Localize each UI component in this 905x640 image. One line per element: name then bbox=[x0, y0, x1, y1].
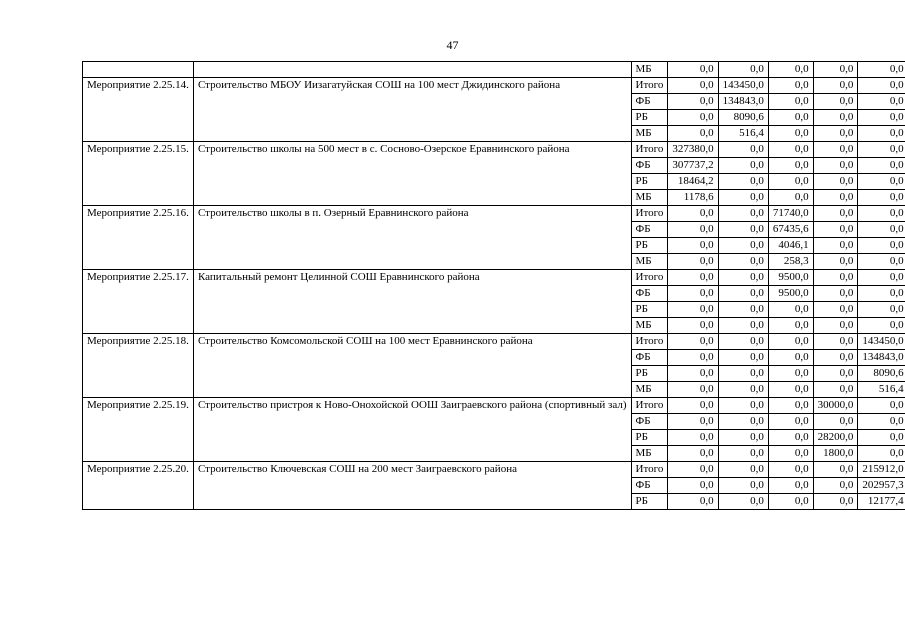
table-row bbox=[83, 334, 905, 350]
amount-cell: 0,0 bbox=[718, 446, 768, 462]
amount-cell: 0,0 bbox=[668, 414, 718, 430]
amount-cell: 0,0 bbox=[813, 62, 858, 78]
amount-cell: 0,0 bbox=[718, 254, 768, 270]
funding-source: Итого bbox=[631, 462, 668, 478]
amount-cell: 0,0 bbox=[813, 318, 858, 334]
funding-source: МБ bbox=[631, 254, 668, 270]
amount-cell: 0,0 bbox=[858, 126, 905, 142]
amount-cell: 0,0 bbox=[718, 318, 768, 334]
amount-cell: 0,0 bbox=[668, 238, 718, 254]
amount-cell: 4046,1 bbox=[768, 238, 813, 254]
amount-cell: 134843,0 bbox=[858, 350, 905, 366]
amount-cell: 30000,0 bbox=[813, 398, 858, 414]
amount-cell: 0,0 bbox=[718, 366, 768, 382]
amount-cell: 0,0 bbox=[718, 62, 768, 78]
amount-cell: 0,0 bbox=[668, 494, 718, 510]
amount-cell: 0,0 bbox=[858, 238, 905, 254]
amount-cell: 0,0 bbox=[813, 494, 858, 510]
amount-cell: 0,0 bbox=[718, 382, 768, 398]
event-description: Строительство Ключевская СОШ на 200 мест Заиграевского района bbox=[193, 462, 631, 510]
amount-cell: 0,0 bbox=[858, 94, 905, 110]
budget-table bbox=[82, 61, 905, 510]
amount-cell: 0,0 bbox=[768, 414, 813, 430]
amount-cell: 0,0 bbox=[858, 398, 905, 414]
amount-cell: 0,0 bbox=[768, 78, 813, 94]
funding-source: Итого bbox=[631, 78, 668, 94]
amount-cell: 0,0 bbox=[718, 174, 768, 190]
event-label: Мероприятие 2.25.18. bbox=[83, 334, 194, 398]
amount-cell: 12177,4 bbox=[858, 494, 905, 510]
amount-cell: 0,0 bbox=[858, 270, 905, 286]
funding-source: МБ bbox=[631, 62, 668, 78]
amount-cell: 0,0 bbox=[668, 126, 718, 142]
amount-cell: 0,0 bbox=[718, 190, 768, 206]
amount-cell: 0,0 bbox=[668, 350, 718, 366]
amount-cell: 0,0 bbox=[858, 302, 905, 318]
amount-cell: 0,0 bbox=[718, 430, 768, 446]
amount-cell: 0,0 bbox=[718, 302, 768, 318]
funding-source: ФБ bbox=[631, 414, 668, 430]
funding-source: МБ bbox=[631, 190, 668, 206]
funding-source: ФБ bbox=[631, 350, 668, 366]
amount-cell: 0,0 bbox=[668, 430, 718, 446]
amount-cell: 0,0 bbox=[768, 430, 813, 446]
funding-source: ФБ bbox=[631, 286, 668, 302]
amount-cell: 0,0 bbox=[813, 414, 858, 430]
amount-cell: 0,0 bbox=[858, 158, 905, 174]
amount-cell: 0,0 bbox=[668, 366, 718, 382]
amount-cell: 0,0 bbox=[813, 334, 858, 350]
amount-cell: 0,0 bbox=[813, 110, 858, 126]
amount-cell: 0,0 bbox=[718, 350, 768, 366]
funding-source: ФБ bbox=[631, 94, 668, 110]
amount-cell: 0,0 bbox=[813, 158, 858, 174]
amount-cell: 0,0 bbox=[813, 382, 858, 398]
amount-cell: 143450,0 bbox=[858, 334, 905, 350]
amount-cell: 0,0 bbox=[718, 158, 768, 174]
funding-source: РБ bbox=[631, 174, 668, 190]
amount-cell: 0,0 bbox=[858, 318, 905, 334]
amount-cell: 1800,0 bbox=[813, 446, 858, 462]
table-body bbox=[83, 62, 905, 510]
amount-cell: 0,0 bbox=[718, 286, 768, 302]
event-label: Мероприятие 2.25.20. bbox=[83, 462, 194, 510]
amount-cell: 0,0 bbox=[813, 174, 858, 190]
amount-cell: 0,0 bbox=[768, 462, 813, 478]
event-description: Строительство Комсомольской СОШ на 100 мест Еравнинского района bbox=[193, 334, 631, 398]
funding-source: ФБ bbox=[631, 222, 668, 238]
amount-cell: 0,0 bbox=[813, 238, 858, 254]
amount-cell: 0,0 bbox=[768, 110, 813, 126]
amount-cell: 0,0 bbox=[668, 382, 718, 398]
amount-cell: 0,0 bbox=[668, 302, 718, 318]
funding-source: Итого bbox=[631, 270, 668, 286]
amount-cell: 9500,0 bbox=[768, 286, 813, 302]
amount-cell: 143450,0 bbox=[718, 78, 768, 94]
amount-cell: 0,0 bbox=[768, 62, 813, 78]
amount-cell: 0,0 bbox=[718, 334, 768, 350]
amount-cell: 307737,2 bbox=[668, 158, 718, 174]
funding-source: МБ bbox=[631, 382, 668, 398]
amount-cell: 134843,0 bbox=[718, 94, 768, 110]
empty-cell bbox=[193, 62, 631, 78]
event-label: Мероприятие 2.25.16. bbox=[83, 206, 194, 270]
table-row bbox=[83, 78, 905, 94]
funding-source: ФБ bbox=[631, 158, 668, 174]
amount-cell: 0,0 bbox=[668, 110, 718, 126]
amount-cell: 0,0 bbox=[858, 430, 905, 446]
amount-cell: 0,0 bbox=[858, 142, 905, 158]
amount-cell: 0,0 bbox=[718, 398, 768, 414]
amount-cell: 0,0 bbox=[768, 446, 813, 462]
table-row bbox=[83, 206, 905, 222]
amount-cell: 0,0 bbox=[813, 270, 858, 286]
amount-cell: 0,0 bbox=[813, 366, 858, 382]
amount-cell: 0,0 bbox=[858, 446, 905, 462]
amount-cell: 0,0 bbox=[768, 126, 813, 142]
funding-source: МБ bbox=[631, 318, 668, 334]
amount-cell: 0,0 bbox=[813, 302, 858, 318]
amount-cell: 0,0 bbox=[768, 398, 813, 414]
amount-cell: 0,0 bbox=[813, 126, 858, 142]
amount-cell: 0,0 bbox=[858, 254, 905, 270]
amount-cell: 0,0 bbox=[813, 462, 858, 478]
event-label: Мероприятие 2.25.17. bbox=[83, 270, 194, 334]
amount-cell: 0,0 bbox=[668, 286, 718, 302]
amount-cell: 0,0 bbox=[813, 190, 858, 206]
amount-cell: 28200,0 bbox=[813, 430, 858, 446]
amount-cell: 0,0 bbox=[858, 174, 905, 190]
amount-cell: 0,0 bbox=[668, 478, 718, 494]
amount-cell: 0,0 bbox=[858, 110, 905, 126]
amount-cell: 67435,6 bbox=[768, 222, 813, 238]
table-row bbox=[83, 62, 905, 78]
amount-cell: 0,0 bbox=[858, 286, 905, 302]
table-row bbox=[83, 142, 905, 158]
amount-cell: 0,0 bbox=[668, 446, 718, 462]
amount-cell: 327380,0 bbox=[668, 142, 718, 158]
amount-cell: 0,0 bbox=[768, 158, 813, 174]
funding-source: РБ bbox=[631, 302, 668, 318]
amount-cell: 0,0 bbox=[768, 382, 813, 398]
amount-cell: 9500,0 bbox=[768, 270, 813, 286]
empty-cell bbox=[83, 62, 194, 78]
amount-cell: 0,0 bbox=[813, 222, 858, 238]
amount-cell: 215912,0 bbox=[858, 462, 905, 478]
amount-cell: 0,0 bbox=[768, 174, 813, 190]
event-label: Мероприятие 2.25.14. bbox=[83, 78, 194, 142]
amount-cell: 0,0 bbox=[718, 206, 768, 222]
amount-cell: 0,0 bbox=[718, 142, 768, 158]
amount-cell: 0,0 bbox=[813, 78, 858, 94]
funding-source: МБ bbox=[631, 126, 668, 142]
amount-cell: 0,0 bbox=[668, 222, 718, 238]
amount-cell: 0,0 bbox=[668, 78, 718, 94]
amount-cell: 202957,3 bbox=[858, 478, 905, 494]
amount-cell: 0,0 bbox=[768, 494, 813, 510]
event-description: Капитальный ремонт Целинной СОШ Еравнинского района bbox=[193, 270, 631, 334]
amount-cell: 0,0 bbox=[718, 494, 768, 510]
amount-cell: 0,0 bbox=[768, 366, 813, 382]
amount-cell: 0,0 bbox=[768, 302, 813, 318]
amount-cell: 0,0 bbox=[858, 78, 905, 94]
amount-cell: 0,0 bbox=[718, 222, 768, 238]
amount-cell: 8090,6 bbox=[858, 366, 905, 382]
amount-cell: 0,0 bbox=[718, 478, 768, 494]
amount-cell: 0,0 bbox=[668, 334, 718, 350]
amount-cell: 0,0 bbox=[668, 462, 718, 478]
amount-cell: 0,0 bbox=[768, 94, 813, 110]
amount-cell: 0,0 bbox=[668, 270, 718, 286]
funding-source: РБ bbox=[631, 366, 668, 382]
amount-cell: 0,0 bbox=[768, 318, 813, 334]
event-label: Мероприятие 2.25.19. bbox=[83, 398, 194, 462]
funding-source: РБ bbox=[631, 110, 668, 126]
amount-cell: 0,0 bbox=[813, 286, 858, 302]
event-description: Строительство МБОУ Иизагатуйская СОШ на 100 мест Джидинского района bbox=[193, 78, 631, 142]
funding-source: Итого bbox=[631, 398, 668, 414]
amount-cell: 0,0 bbox=[768, 334, 813, 350]
amount-cell: 0,0 bbox=[718, 270, 768, 286]
amount-cell: 0,0 bbox=[668, 398, 718, 414]
event-description: Строительство школы в п. Озерный Еравнинского района bbox=[193, 206, 631, 270]
table-row bbox=[83, 462, 905, 478]
amount-cell: 0,0 bbox=[813, 142, 858, 158]
funding-source: РБ bbox=[631, 494, 668, 510]
amount-cell: 0,0 bbox=[813, 478, 858, 494]
page-number: 47 bbox=[446, 38, 459, 52]
table-row bbox=[83, 398, 905, 414]
amount-cell: 0,0 bbox=[813, 94, 858, 110]
amount-cell: 516,4 bbox=[858, 382, 905, 398]
amount-cell: 0,0 bbox=[668, 318, 718, 334]
amount-cell: 1178,6 bbox=[668, 190, 718, 206]
event-description: Строительство школы на 500 мест в с. Сосново-Озерское Еравнинского района bbox=[193, 142, 631, 206]
amount-cell: 18464,2 bbox=[668, 174, 718, 190]
table-row bbox=[83, 270, 905, 286]
amount-cell: 0,0 bbox=[858, 206, 905, 222]
funding-source: Итого bbox=[631, 142, 668, 158]
amount-cell: 0,0 bbox=[813, 350, 858, 366]
amount-cell: 0,0 bbox=[668, 62, 718, 78]
amount-cell: 0,0 bbox=[718, 414, 768, 430]
event-label: Мероприятие 2.25.15. bbox=[83, 142, 194, 206]
amount-cell: 0,0 bbox=[668, 94, 718, 110]
funding-source: Итого bbox=[631, 206, 668, 222]
amount-cell: 0,0 bbox=[718, 238, 768, 254]
amount-cell: 0,0 bbox=[768, 350, 813, 366]
event-description: Строительство пристроя к Ново-Онохойской ООШ Заиграевского района (спортивный зал) bbox=[193, 398, 631, 462]
amount-cell: 516,4 bbox=[718, 126, 768, 142]
amount-cell: 0,0 bbox=[768, 190, 813, 206]
amount-cell: 0,0 bbox=[858, 190, 905, 206]
amount-cell: 0,0 bbox=[768, 478, 813, 494]
amount-cell: 0,0 bbox=[858, 414, 905, 430]
amount-cell: 0,0 bbox=[668, 206, 718, 222]
amount-cell: 0,0 bbox=[858, 222, 905, 238]
amount-cell: 0,0 bbox=[718, 462, 768, 478]
funding-source: ФБ bbox=[631, 478, 668, 494]
funding-source: МБ bbox=[631, 446, 668, 462]
funding-source: Итого bbox=[631, 334, 668, 350]
amount-cell: 8090,6 bbox=[718, 110, 768, 126]
amount-cell: 258,3 bbox=[768, 254, 813, 270]
amount-cell: 0,0 bbox=[668, 254, 718, 270]
funding-source: РБ bbox=[631, 430, 668, 446]
funding-source: РБ bbox=[631, 238, 668, 254]
amount-cell: 0,0 bbox=[768, 142, 813, 158]
amount-cell: 0,0 bbox=[813, 254, 858, 270]
amount-cell: 0,0 bbox=[858, 62, 905, 78]
amount-cell: 71740,0 bbox=[768, 206, 813, 222]
amount-cell: 0,0 bbox=[813, 206, 858, 222]
